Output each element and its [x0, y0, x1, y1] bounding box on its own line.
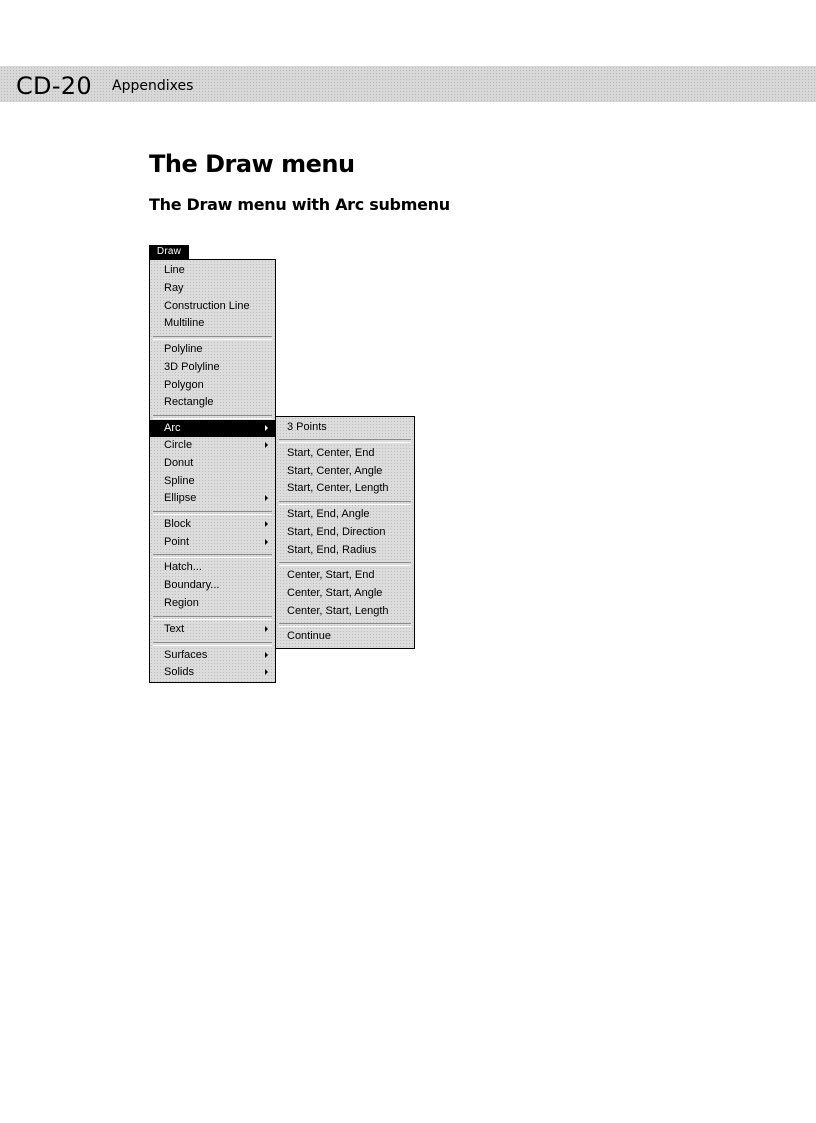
menu-separator: [153, 336, 272, 340]
submenu-arrow-icon: [265, 521, 268, 527]
menu-item-text-label: Text: [164, 623, 185, 635]
menu-item-ellipse[interactable]: [150, 490, 275, 507]
menu-separator: [279, 623, 411, 627]
menu-item-point[interactable]: [150, 534, 275, 551]
menu-item-line[interactable]: Line: [164, 264, 185, 276]
menu-item-hatch[interactable]: Hatch...: [164, 561, 202, 573]
submenu-item-start-end-angle[interactable]: Start, End, Angle: [287, 508, 370, 520]
submenu-item-start-end-direction[interactable]: Start, End, Direction: [287, 526, 386, 538]
menu-item-circle[interactable]: [150, 437, 275, 454]
menu-item-spline[interactable]: Spline: [164, 475, 195, 487]
submenu-arrow-icon: [265, 539, 268, 545]
submenu-item-start-center-angle[interactable]: Start, Center, Angle: [287, 465, 383, 477]
arc-submenu: [275, 416, 415, 649]
menu-separator: [279, 501, 411, 505]
section-name: Appendixes: [112, 78, 194, 94]
menu-item-3d-polyline[interactable]: 3D Polyline: [164, 361, 220, 373]
section-heading: The Draw menu: [149, 150, 355, 178]
menu-separator: [153, 642, 272, 646]
menu-item-region[interactable]: Region: [164, 597, 199, 609]
menu-separator: [279, 439, 411, 443]
menu-separator: [153, 554, 272, 558]
menu-item-surfaces-label: Surfaces: [164, 649, 208, 661]
menu-item-construction-line[interactable]: Construction Line: [164, 300, 250, 312]
submenu-item-center-start-angle[interactable]: Center, Start, Angle: [287, 587, 383, 599]
menu-separator: [153, 511, 272, 515]
submenu-item-center-start-end[interactable]: Center, Start, End: [287, 569, 375, 581]
menu-item-rectangle[interactable]: Rectangle: [164, 396, 214, 408]
menu-item-solids-label: Solids: [164, 666, 194, 678]
submenu-arrow-icon: [265, 626, 268, 632]
menu-separator: [153, 616, 272, 620]
subsection-heading: The Draw menu with Arc submenu: [149, 195, 450, 214]
menu-item-arc[interactable]: [150, 420, 275, 437]
menu-item-circle-label: Circle: [164, 439, 193, 451]
submenu-item-start-center-length[interactable]: Start, Center, Length: [287, 482, 389, 494]
submenu-item-3-points[interactable]: 3 Points: [287, 421, 327, 433]
menu-item-polygon[interactable]: Polygon: [164, 379, 204, 391]
menu-item-point-label: Point: [164, 536, 190, 548]
menu-item-text[interactable]: [150, 621, 275, 638]
submenu-arrow-icon: [265, 442, 268, 448]
menu-item-ray[interactable]: Ray: [164, 282, 184, 294]
menu-item-boundary[interactable]: Boundary...: [164, 579, 220, 591]
submenu-item-continue[interactable]: Continue: [287, 630, 332, 642]
menu-item-block-label: Block: [164, 518, 191, 530]
submenu-arrow-icon: [265, 669, 268, 675]
menubar-draw[interactable]: Draw: [149, 245, 189, 259]
menu-item-multiline[interactable]: Multiline: [164, 317, 205, 329]
menu-item-arc-label: Arc: [164, 422, 181, 434]
submenu-arrow-icon: [265, 652, 268, 658]
menu-item-ellipse-label: Ellipse: [164, 492, 197, 504]
submenu-item-start-center-end[interactable]: Start, Center, End: [287, 447, 375, 459]
menu-item-polyline[interactable]: Polyline: [164, 343, 203, 355]
submenu-item-center-start-length[interactable]: Center, Start, Length: [287, 605, 389, 617]
menu-item-solids[interactable]: [150, 664, 275, 681]
submenu-arrow-icon: [265, 495, 268, 501]
menu-separator: [153, 415, 272, 419]
submenu-arrow-icon: [265, 425, 268, 431]
page-number: CD-20: [16, 72, 92, 100]
menu-item-block[interactable]: [150, 516, 275, 533]
draw-dropdown-menu: [149, 259, 276, 683]
menu-item-donut[interactable]: Donut: [164, 457, 194, 469]
menu-separator: [279, 562, 411, 566]
submenu-item-start-end-radius[interactable]: Start, End, Radius: [287, 544, 377, 556]
menu-item-surfaces[interactable]: [150, 647, 275, 664]
